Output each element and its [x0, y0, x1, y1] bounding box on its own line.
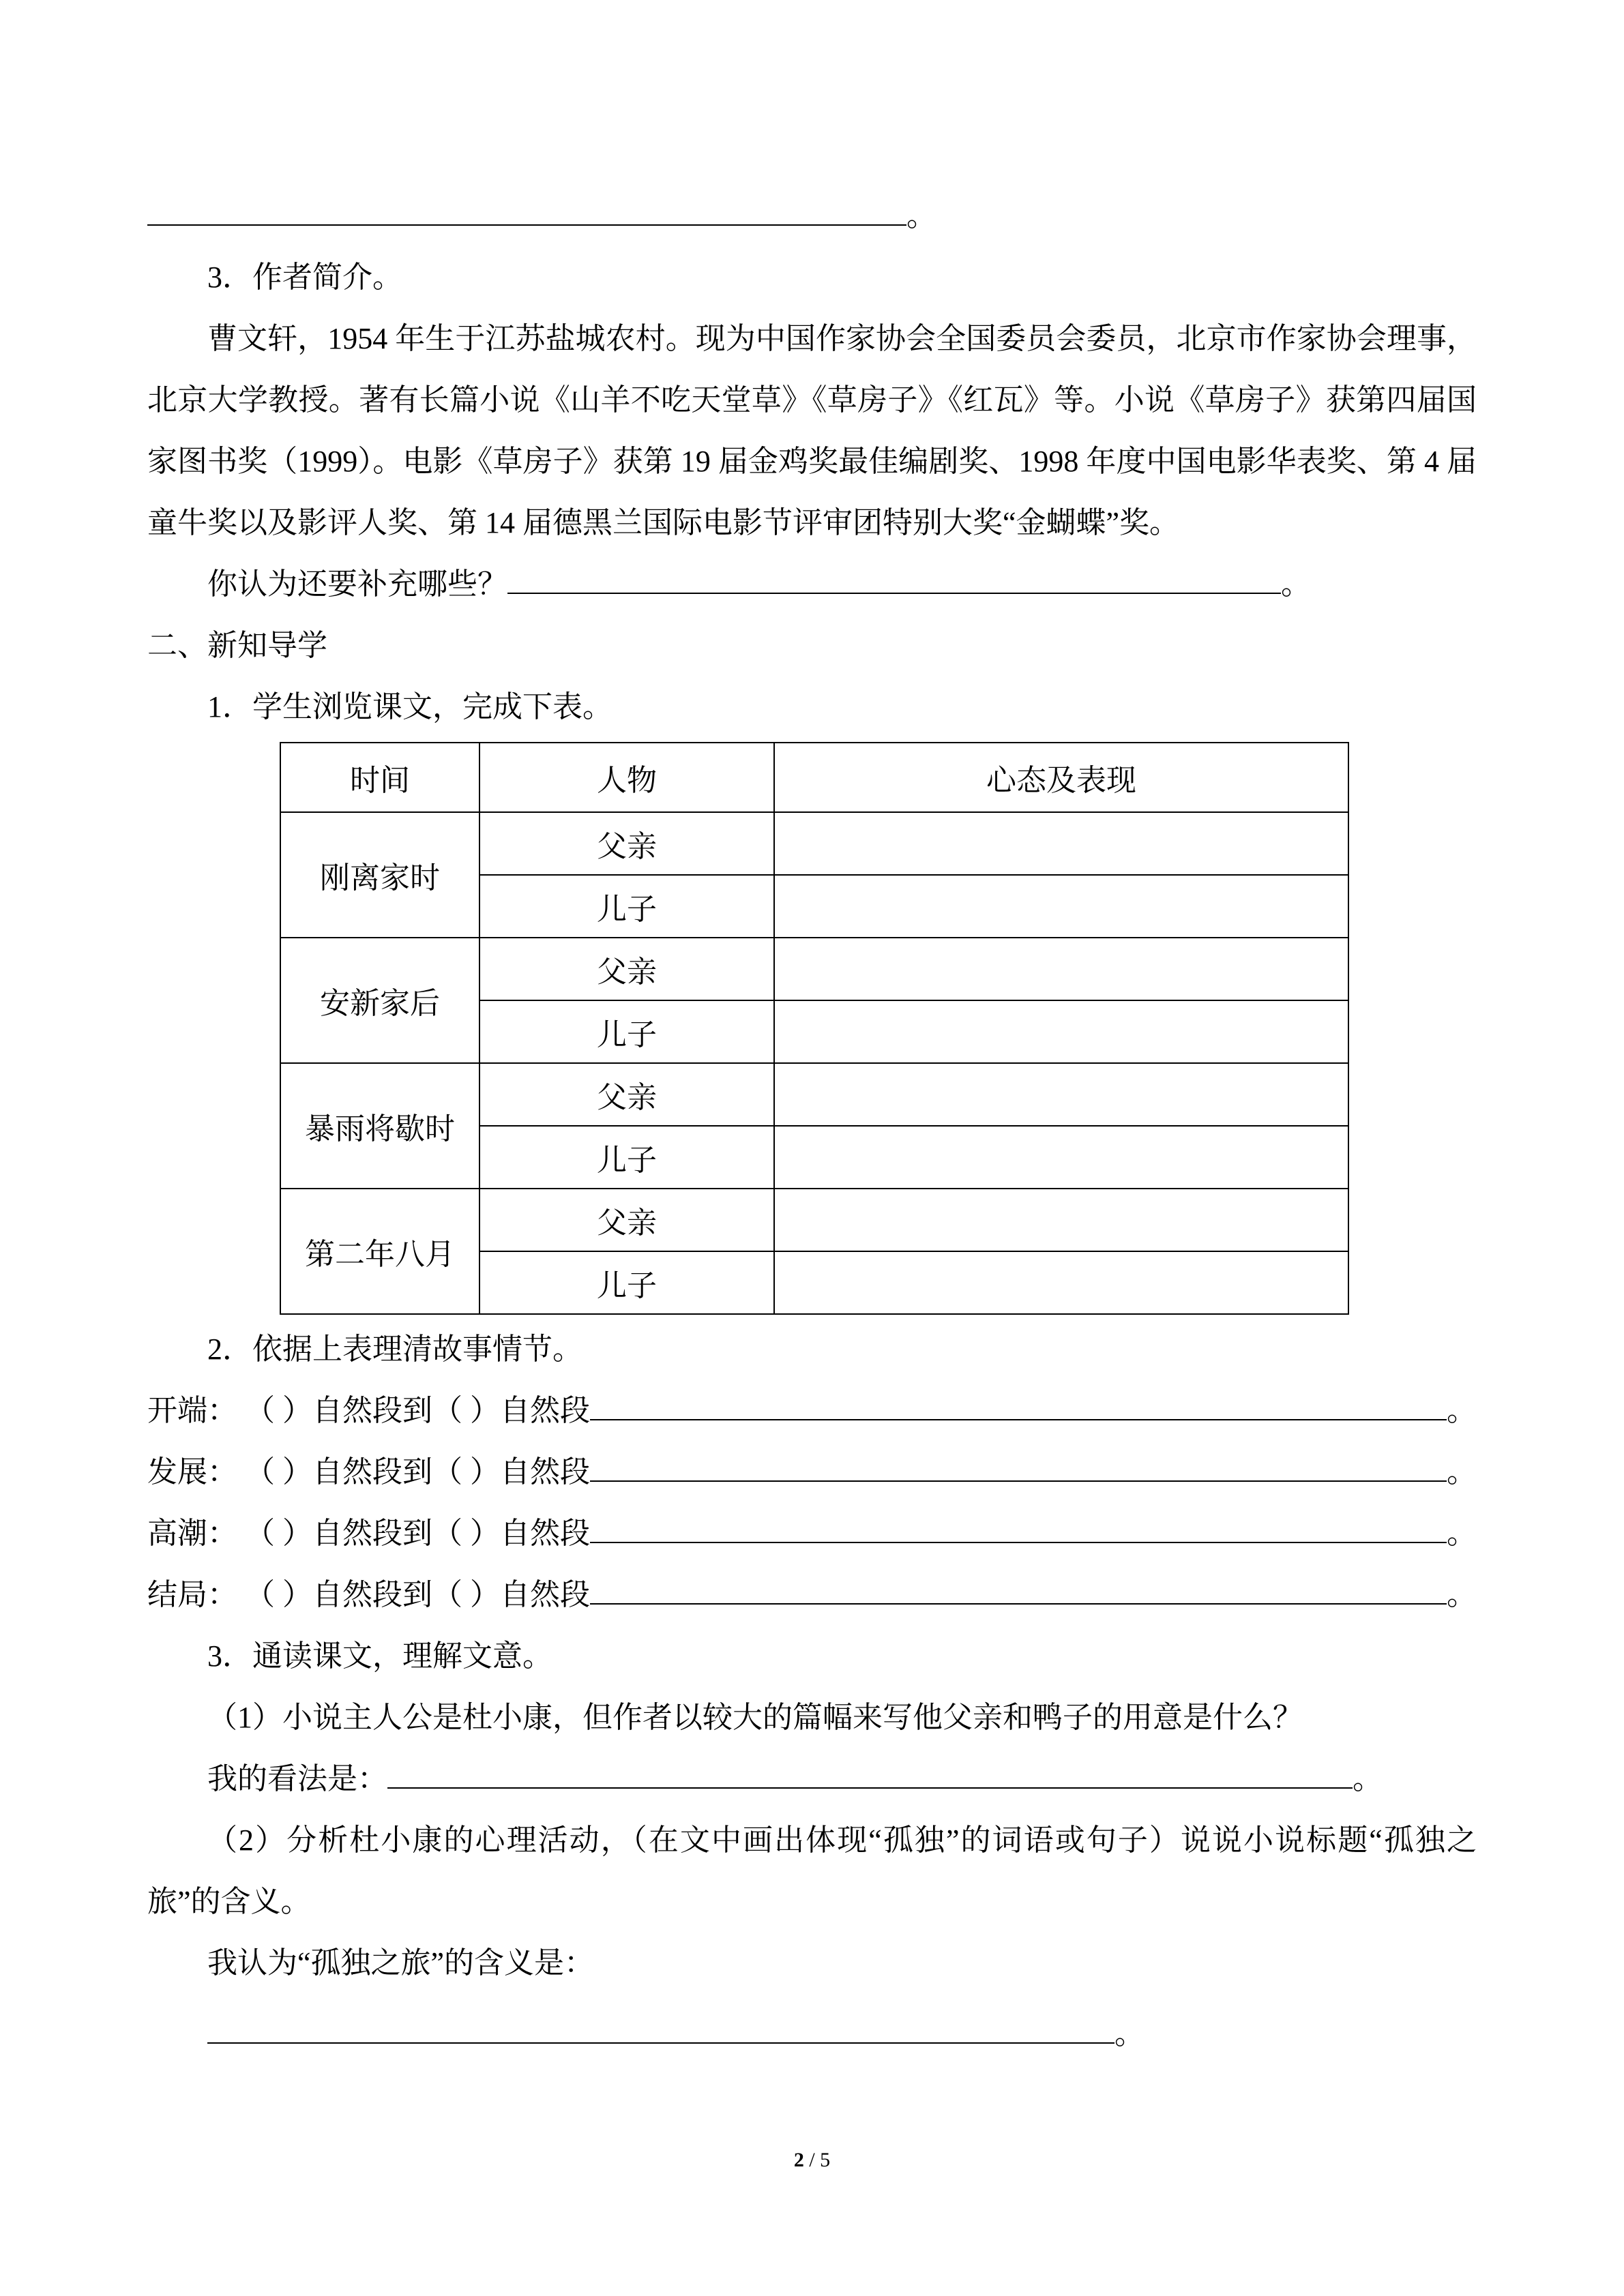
table-cell-person: 父亲 [479, 1063, 774, 1126]
plot-line-climax [147, 1503, 1477, 1564]
author-heading: 3．作者简介。 [207, 260, 402, 294]
table-row [280, 938, 1348, 1000]
period: 。 [1447, 1394, 1477, 1427]
table-cell-time: 第二年八月 [280, 1189, 479, 1314]
answer-prefix: 我的看法是： [207, 1762, 387, 1795]
table-cell-state-blank[interactable] [774, 1251, 1348, 1314]
period: 。 [1353, 1762, 1383, 1795]
table-cell-person: 儿子 [479, 875, 774, 938]
period: 。 [906, 199, 936, 233]
table-row [280, 1189, 1348, 1251]
table-cell-time: 安新家后 [280, 938, 479, 1063]
question1-text: （1）小说主人公是杜小康，但作者以较大的篇幅来写他父亲和鸭子的用意是什么？ [207, 1701, 1303, 1734]
fill-in-blank[interactable] [147, 224, 906, 226]
table-cell-person: 父亲 [479, 812, 774, 875]
question2-text: （2）分析杜小康的心理活动，（在文中画出体现“孤独”的词语或句子）说说小说标题“孤独之旅”的含义。 [147, 1823, 1477, 1918]
question2-answer-prefix: 我认为“孤独之旅”的含义是： [207, 1946, 595, 1980]
table-cell-state-blank[interactable] [774, 1126, 1348, 1189]
plot-line-development [147, 1442, 1477, 1503]
task1-label: 1．学生浏览课文，完成下表。 [207, 690, 612, 724]
table-header-time: 时间 [280, 743, 479, 812]
plot-line-ending [147, 1564, 1477, 1626]
period: 。 [1447, 1578, 1477, 1611]
question1-answer-line [147, 1748, 1477, 1810]
table-cell-state-blank[interactable] [774, 1000, 1348, 1063]
plot-line-prefix: 开端： （ ）自然段到（ ）自然段 [147, 1394, 590, 1427]
fill-in-blank[interactable] [507, 593, 1281, 594]
table-header-person: 人物 [479, 743, 774, 812]
table-cell-state-blank[interactable] [774, 1063, 1348, 1126]
page-separator: / [803, 2149, 821, 2171]
table-cell-time: 刚离家时 [280, 812, 479, 938]
fill-in-blank[interactable] [590, 1419, 1447, 1420]
supplement-prompt: 你认为还要补充哪些？ [207, 567, 507, 601]
table-cell-person: 儿子 [479, 1126, 774, 1189]
table-cell-state-blank[interactable] [774, 938, 1348, 1000]
supplement-line [147, 554, 1477, 615]
section2-heading: 二、新知导学 [147, 629, 327, 662]
table-cell-person: 儿子 [479, 1251, 774, 1314]
fill-in-blank[interactable] [590, 1480, 1447, 1482]
period: 。 [1281, 567, 1311, 601]
table-row [280, 812, 1348, 875]
task2-label: 2．依据上表理清故事情节。 [207, 1332, 582, 1366]
plot-line-prefix: 结局： （ ）自然段到（ ）自然段 [147, 1578, 590, 1611]
question2-answer-blank-line [147, 2003, 1477, 2065]
table-cell-person: 父亲 [479, 938, 774, 1000]
task3-label: 3．通读课文，理解文意。 [207, 1639, 552, 1673]
character-mentality-table [280, 742, 1349, 1315]
plot-line-prefix: 高潮： （ ）自然段到（ ）自然段 [147, 1517, 590, 1550]
plot-line-prefix: 发展： （ ）自然段到（ ）自然段 [147, 1455, 590, 1489]
page-number: 2 [793, 2149, 804, 2171]
plot-line-beginning [147, 1380, 1477, 1442]
fill-in-blank[interactable] [207, 2042, 1114, 2044]
page-count: 5 [820, 2149, 831, 2171]
fill-in-blank[interactable] [387, 1787, 1353, 1789]
period: 。 [1447, 1455, 1477, 1489]
author-bio-paragraph: 曹文轩，1954 年生于江苏盐城农村。现为中国作家协会全国委员会委员，北京市作家协会理事，北京大学教授。著有长篇小说《山羊不吃天堂草》《草房子》《红瓦》等。小说《草房子》获第四届国家图书奖（1999）。电影《草房子》获第 19 届金鸡奖最佳编剧奖、1998 年度中国电影华表奖、第 4 届童牛奖以及影评人奖、第 14 届德黑兰国际电影节评审团特别大奖“金蝴蝶”奖。 [147, 322, 1477, 539]
table-cell-state-blank[interactable] [774, 875, 1348, 938]
table-cell-state-blank[interactable] [774, 812, 1348, 875]
table-cell-person: 儿子 [479, 1000, 774, 1063]
period: 。 [1447, 1517, 1477, 1550]
table-header-row [280, 743, 1348, 812]
table-cell-state-blank[interactable] [774, 1189, 1348, 1251]
fill-in-blank[interactable] [590, 1542, 1447, 1543]
top-blank-line [147, 185, 1477, 247]
table-row [280, 1063, 1348, 1126]
fill-in-blank[interactable] [590, 1603, 1447, 1605]
page-footer [0, 2148, 1624, 2173]
period: 。 [1114, 2017, 1145, 2051]
table-cell-person: 父亲 [479, 1189, 774, 1251]
table-header-state: 心态及表现 [774, 743, 1348, 812]
table-cell-time: 暴雨将歇时 [280, 1063, 479, 1189]
